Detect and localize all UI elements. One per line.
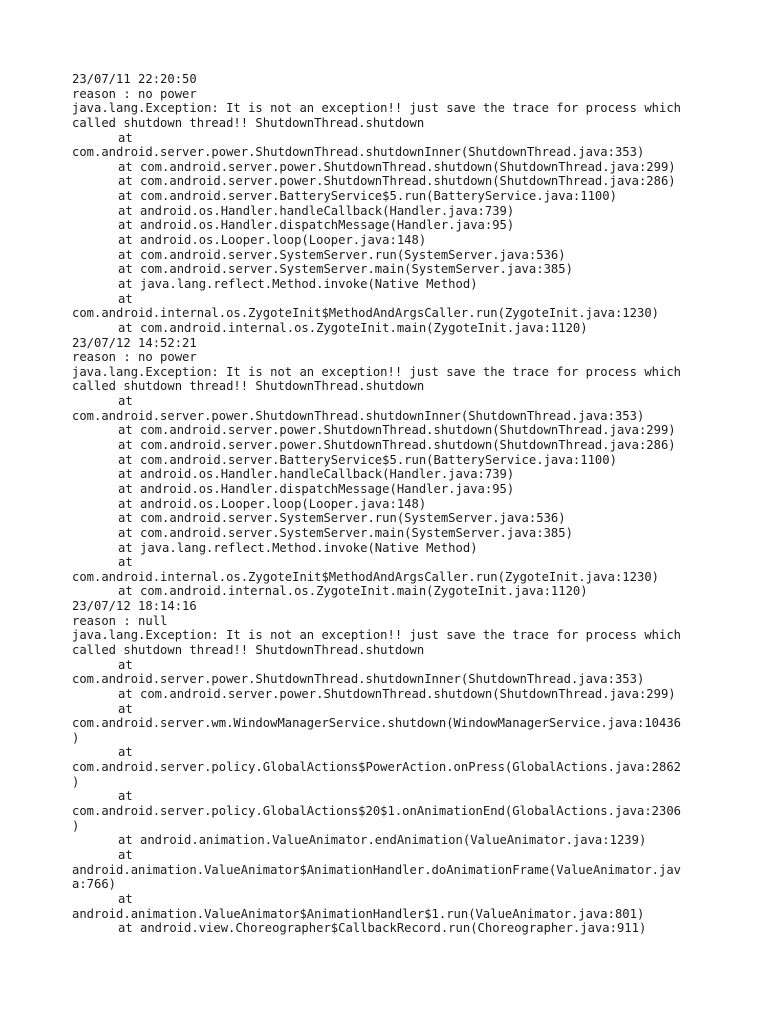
log-line: at com.android.internal.os.ZygoteInit.main(ZygoteInit.java:1120): [118, 320, 588, 335]
log-line: at android.animation.ValueAnimator.endAnimation(ValueAnimator.java:1239): [118, 833, 647, 848]
log-line: com.android.server.policy.GlobalActions$PowerAction.onPress(GlobalActions.java:2862: [72, 760, 682, 775]
log-line: ): [72, 730, 80, 745]
log-line: com.android.server.power.ShutdownThread.shutdownInner(ShutdownThread.java:353): [72, 408, 645, 423]
log-line: at: [118, 555, 133, 570]
log-line: at android.os.Looper.loop(Looper.java:148): [118, 233, 427, 248]
log-line: at com.android.server.power.ShutdownThread.shutdown(ShutdownThread.java:286): [118, 174, 676, 189]
log-line: at android.os.Handler.dispatchMessage(Handler.java:95): [118, 218, 515, 233]
log-line: at com.android.server.power.ShutdownThread.shutdown(ShutdownThread.java:299): [118, 159, 676, 174]
log-line: com.android.server.power.ShutdownThread.shutdownInner(ShutdownThread.java:353): [72, 145, 645, 160]
log-line: at android.os.Handler.handleCallback(Handler.java:739): [118, 203, 515, 218]
log-line: com.android.internal.os.ZygoteInit$MethodAndArgsCaller.run(ZygoteInit.java:1230): [72, 306, 659, 321]
log-line: at com.android.server.BatteryService$5.run(BatteryService.java:1100): [118, 452, 617, 467]
log-line: called shutdown thread!! ShutdownThread.shutdown: [72, 115, 425, 130]
log-line: at com.android.server.power.ShutdownThread.shutdown(ShutdownThread.java:286): [118, 438, 676, 453]
log-line: at com.android.server.SystemServer.main(SystemServer.java:385): [118, 262, 573, 277]
log-line: at com.android.server.SystemServer.main(SystemServer.java:385): [118, 525, 573, 540]
log-line: at: [118, 394, 133, 409]
log-line: at: [118, 130, 133, 145]
log-line: 23/07/11 22:20:50: [72, 72, 197, 86]
log-line: at java.lang.reflect.Method.invoke(Native Method): [118, 276, 478, 291]
log-line: at: [118, 701, 133, 716]
log-line: 23/07/12 14:52:21: [72, 335, 197, 350]
log-line: at android.os.Handler.handleCallback(Handler.java:739): [118, 467, 515, 482]
log-line: at: [118, 891, 133, 906]
log-line: reason : no power: [72, 86, 197, 101]
log-line: reason : no power: [72, 350, 197, 365]
log-line: at: [118, 745, 133, 760]
log-line: at com.android.server.BatteryService$5.run(BatteryService.java:1100): [118, 189, 617, 204]
log-line: java.lang.Exception: It is not an exception!! just save the trace for process which: [72, 101, 682, 116]
log-line: ): [72, 818, 80, 833]
log-line: at: [118, 291, 133, 306]
log-line: com.android.server.wm.WindowManagerService.shutdown(WindowManagerService.java:10436: [72, 716, 682, 731]
log-line: at: [118, 657, 133, 672]
log-line: at com.android.server.SystemServer.run(SystemServer.java:536): [118, 511, 566, 526]
log-line: a:766): [72, 877, 117, 892]
log-line: reason : null: [72, 613, 168, 628]
stack-trace-log: [72, 72, 712, 936]
log-line: android.animation.ValueAnimator$AnimationHandler$1.run(ValueAnimator.java:801): [72, 906, 645, 921]
log-line: java.lang.Exception: It is not an exception!! just save the trace for process which: [72, 628, 682, 643]
log-line: 23/07/12 18:14:16: [72, 599, 197, 614]
log-line: at com.android.server.power.ShutdownThread.shutdown(ShutdownThread.java:299): [118, 423, 676, 438]
log-line: at android.os.Looper.loop(Looper.java:148): [118, 496, 427, 511]
log-line: at com.android.internal.os.ZygoteInit.main(ZygoteInit.java:1120): [118, 584, 588, 599]
log-line: android.animation.ValueAnimator$AnimationHandler.doAnimationFrame(ValueAnimator.jav: [72, 862, 682, 877]
log-line: at: [118, 789, 133, 804]
log-line: called shutdown thread!! ShutdownThread.shutdown: [72, 379, 425, 394]
log-line: at: [118, 847, 133, 862]
log-line: com.android.internal.os.ZygoteInit$MethodAndArgsCaller.run(ZygoteInit.java:1230): [72, 569, 659, 584]
log-line: called shutdown thread!! ShutdownThread.shutdown: [72, 642, 425, 657]
log-line: at android.os.Handler.dispatchMessage(Handler.java:95): [118, 481, 515, 496]
log-line: at java.lang.reflect.Method.invoke(Native Method): [118, 540, 478, 555]
log-line: com.android.server.power.ShutdownThread.shutdownInner(ShutdownThread.java:353): [72, 672, 645, 687]
log-line: at com.android.server.SystemServer.run(SystemServer.java:536): [118, 247, 566, 262]
log-line: at com.android.server.power.ShutdownThread.shutdown(ShutdownThread.java:299): [118, 686, 676, 701]
log-line: java.lang.Exception: It is not an exception!! just save the trace for process which: [72, 364, 682, 379]
log-line: com.android.server.policy.GlobalActions$20$1.onAnimationEnd(GlobalActions.java:2306: [72, 804, 682, 819]
log-line: ): [72, 774, 80, 789]
log-line: at android.view.Choreographer$CallbackRecord.run(Choreographer.java:911): [118, 921, 647, 936]
